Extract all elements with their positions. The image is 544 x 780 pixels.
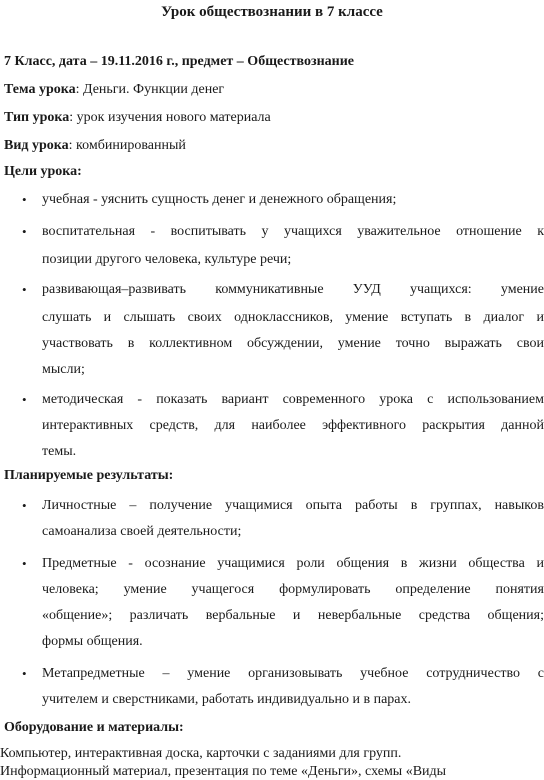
lesson-theme-line bbox=[4, 80, 544, 100]
lesson-type-value: : урок изучения нового материала bbox=[69, 110, 271, 125]
bullet-icon: • bbox=[22, 556, 27, 571]
goal-line: позиции другого человека, культуре речи; bbox=[42, 252, 292, 267]
bullet-icon: • bbox=[22, 392, 27, 407]
result-line: Предметные - осознание учащимися роли общения в жизни общества и bbox=[42, 556, 544, 571]
goal-line: участвовать в коллективном обсуждении, умение точно выражать свои bbox=[42, 336, 544, 351]
result-line: самоанализа своей деятельности; bbox=[42, 524, 242, 539]
goal-line: мысли; bbox=[42, 362, 85, 377]
goals-heading: Цели урока: bbox=[4, 164, 82, 179]
lesson-type-line bbox=[4, 108, 544, 128]
lesson-type-label: Тип урока bbox=[4, 110, 70, 125]
results-heading: Планируемые результаты: bbox=[4, 468, 174, 483]
equipment-line: Компьютер, интерактивная доска, карточки с заданиями для групп. bbox=[0, 746, 402, 761]
lesson-kind-label: Вид урока bbox=[4, 138, 69, 153]
bullet-icon: • bbox=[22, 498, 27, 513]
goal-line: методическая - показать вариант современного урока с использованием bbox=[42, 392, 544, 407]
bullet-icon: • bbox=[22, 666, 27, 681]
bullet-icon: • bbox=[22, 282, 27, 297]
goal-line: учебная - уяснить сущность денег и денежного обращения; bbox=[42, 192, 397, 207]
result-line: Метапредметные – умение организовывать учебное сотрудничество с bbox=[42, 666, 544, 681]
goal-line: темы. bbox=[42, 444, 77, 459]
lesson-kind-value: : комбинированный bbox=[68, 138, 186, 153]
result-line: «общение»; различать вербальные и невербальные средства общения; bbox=[42, 608, 544, 623]
goal-line: интерактивных средств, для наиболее эффективного раскрытия данной bbox=[42, 418, 544, 433]
bullet-icon: • bbox=[22, 192, 27, 207]
equipment-heading: Оборудование и материалы: bbox=[4, 720, 184, 735]
document-title: Урок обществознании в 7 классе bbox=[161, 4, 383, 20]
lesson-kind-line bbox=[4, 136, 544, 156]
result-line: формы общения. bbox=[42, 634, 143, 649]
class-date-subject-line: 7 Класс, дата – 19.11.2016 г., предмет – Обществознание bbox=[4, 54, 354, 69]
result-line: человека; умение учащегося формулировать определение понятия bbox=[42, 582, 544, 597]
lesson-theme-value: : Деньги. Функции денег bbox=[75, 82, 225, 97]
result-line: Личностные – получение учащимися опыта работы в группах, навыков bbox=[42, 498, 544, 513]
lesson-theme-label: Тема урока bbox=[4, 82, 76, 97]
goal-line: слушать и слышать своих одноклассников, умение вступать в диалог и bbox=[42, 310, 544, 325]
equipment-line: Информационный материал, презентация по теме «Деньги», схемы «Виды bbox=[0, 764, 447, 779]
goal-line: воспитательная - воспитывать у учащихся уважительное отношение к bbox=[42, 224, 544, 239]
result-line: учителем и сверстниками, работать индивидуально и в парах. bbox=[42, 692, 412, 707]
goal-line: развивающая–развивать коммуникативные УУД учащихся: умение bbox=[42, 282, 544, 297]
bullet-icon: • bbox=[22, 224, 27, 239]
